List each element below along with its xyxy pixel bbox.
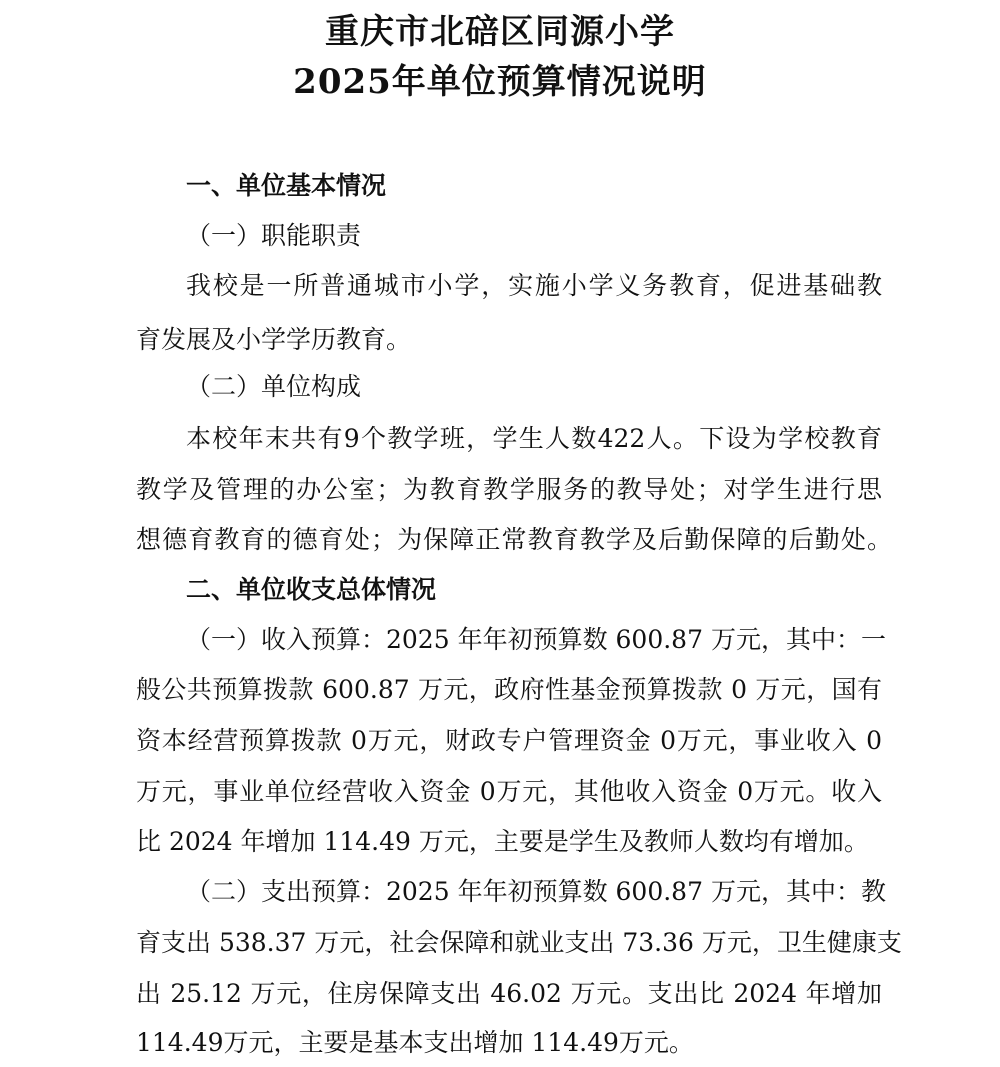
paragraph-line: 比 2024 年增加 114.49 万元，主要是学生及教师人数均有增加。: [136, 827, 869, 856]
paragraph-line: 出 25.12 万元，住房保障支出 46.02 万元。支出比 2024 年增加: [136, 979, 882, 1008]
paragraph-line: 想德育教育的德育处；为保障正常教育教学及后勤保障的后勤处。: [136, 525, 892, 554]
document-title-line1: 重庆市北碚区同源小学: [325, 12, 675, 52]
paragraph-line: （二）支出预算：2025 年年初预算数 600.87 万元，其中：教: [186, 877, 886, 906]
document-title-line2: 2025年单位预算情况说明: [293, 62, 707, 102]
sub2-heading: （二）单位构成: [186, 372, 362, 401]
paragraph-line: 万元，事业单位经营收入资金 0万元，其他收入资金 0万元。收入: [136, 777, 882, 806]
paragraph-line: 114.49万元，主要是基本支出增加 114.49万元。: [136, 1028, 694, 1057]
sub1-heading: （一）职能职责: [186, 221, 362, 250]
paragraph-line: （一）收入预算：2025 年年初预算数 600.87 万元，其中：一: [186, 625, 886, 654]
paragraph-line: 资本经营预算拨款 0万元，财政专户管理资金 0万元，事业收入 0: [136, 726, 882, 755]
section2-heading: 二、单位收支总体情况: [186, 575, 437, 604]
paragraph-line: 本校年末共有9个教学班，学生人数422人。下设为学校教育: [186, 424, 882, 453]
paragraph-line: 育发展及小学学历教育。: [136, 325, 412, 354]
paragraph-line: 般公共预算拨款 600.87 万元，政府性基金预算拨款 0 万元，国有: [136, 675, 882, 704]
section1-heading: 一、单位基本情况: [186, 171, 387, 200]
paragraph-line: 教学及管理的办公室；为教育教学服务的教导处；对学生进行思: [136, 475, 882, 504]
paragraph-line: 育支出 538.37 万元，社会保障和就业支出 73.36 万元，卫生健康支: [136, 928, 902, 957]
paragraph-line: 我校是一所普通城市小学，实施小学义务教育，促进基础教: [186, 271, 882, 300]
